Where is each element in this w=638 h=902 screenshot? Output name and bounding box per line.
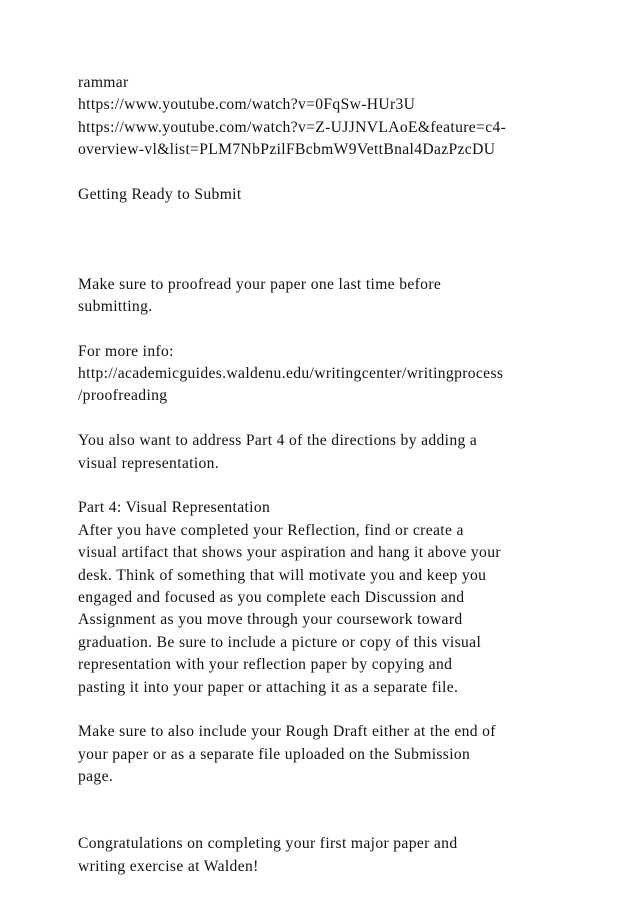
blank-line [78,408,578,430]
url-link[interactable]: /proofreading [78,387,168,405]
text-line: writing exercise at Walden! [78,857,259,875]
text-line: visual artifact that shows your aspiration and hang it above your [78,544,501,562]
blank-line [78,699,578,721]
text-line: Make sure to also include your Rough Draft either at the end of [78,723,496,741]
text-line: After you have completed your Reflection, find or create a [78,521,464,539]
text-line: Assignment as you move through your coursework toward [78,611,463,629]
text-line: desk. Think of something that will motivate you and keep you [78,566,487,584]
text-line: visual representation. [78,454,220,472]
blank-line [78,475,578,497]
blank-line [78,811,578,833]
url-link[interactable]: http://academicguides.waldenu.edu/writingcenter/writingprocess [78,365,504,383]
text-line: For more info: [78,342,174,360]
text-line: page. [78,768,114,786]
blank-line [78,206,578,228]
blank-line [78,789,578,811]
section-heading: Getting Ready to Submit [78,185,242,203]
url-link[interactable]: overview-vl&list=PLM7NbPzilFBcbmW9VettBnal4DazPzcDU [78,141,496,159]
text-line: You also want to address Part 4 of the directions by adding a [78,432,478,450]
blank-line [78,318,578,340]
url-link[interactable]: https://www.youtube.com/watch?v=0FqSw-HUr3U [78,96,416,114]
section-heading: Part 4: Visual Representation [78,499,271,517]
document-body [78,72,578,878]
text-line: engaged and focused as you complete each Discussion and [78,588,465,606]
text-line: Make sure to proofread your paper one last time before [78,275,442,293]
text-line: Congratulations on completing your first major paper and [78,835,458,853]
text-line: graduation. Be sure to include a picture or copy of this visual [78,633,482,651]
blank-line [78,229,578,251]
text-line: your paper or as a separate file uploaded on the Submission [78,745,471,763]
url-link[interactable]: https://www.youtube.com/watch?v=Z-UJJNVLAoE&feature=c4- [78,118,507,136]
text-line: submitting. [78,297,153,315]
text-line: representation with your reflection paper by copying and [78,656,453,674]
blank-line [78,251,578,273]
blank-line [78,162,578,184]
text-line: pasting it into your paper or attaching it as a separate file. [78,678,459,696]
text-line: rammar [78,74,129,91]
